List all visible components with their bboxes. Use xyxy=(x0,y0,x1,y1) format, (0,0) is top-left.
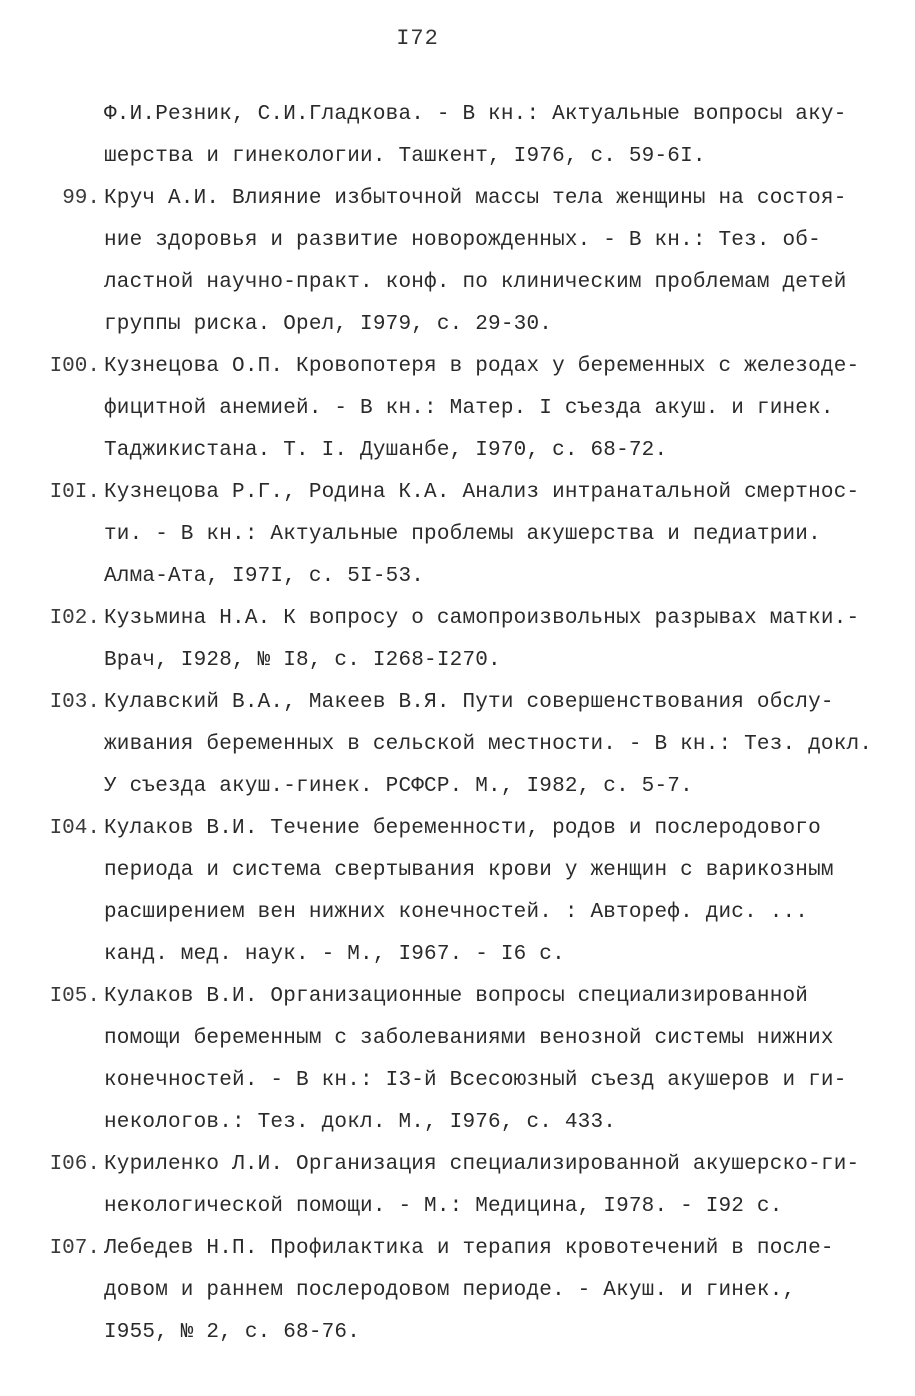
entry-text-line: некологической помощи. - М.: Медицина, I978. - I92 с. xyxy=(104,1195,783,1218)
entry-number: I0I. xyxy=(49,481,100,504)
bibliography-entry xyxy=(0,682,915,808)
entry-text-line: У съезда акуш.-гинек. РСФСР. М., I982, с. 5-7. xyxy=(104,775,693,798)
entry-text-line: Врач, I928, № I8, с. I268-I270. xyxy=(104,649,501,672)
bibliography-entry xyxy=(0,178,915,346)
bibliography-entry xyxy=(0,346,915,472)
entry-text-line: канд. мед. наук. - М., I967. - I6 с. xyxy=(104,943,565,966)
entry-text-line: довом и раннем послеродовом периоде. - Акуш. и гинек., xyxy=(104,1279,796,1302)
entry-number: I06. xyxy=(49,1153,100,1176)
entry-number: I05. xyxy=(49,985,100,1008)
entry-text-line: I955, № 2, с. 68-76. xyxy=(104,1321,361,1344)
bibliography-entry xyxy=(0,1228,915,1354)
entry-text-line: Таджикистана. Т. I. Душанбе, I970, с. 68-72. xyxy=(104,439,668,462)
entry-text-line: группы риска. Орел, I979, с. 29-30. xyxy=(104,313,553,336)
entry-text-line: Кузнецова О.П. Кровопотеря в родах у беременных с железоде- xyxy=(104,355,860,378)
entry-text-line: ние здоровья и развитие новорожденных. - В кн.: Тез. об- xyxy=(104,229,821,252)
bibliography-entry xyxy=(0,1144,915,1228)
entry-text-line: конечностей. - В кн.: I3-й Всесоюзный съезд акушеров и ги- xyxy=(104,1069,847,1092)
entry-text-line: фицитной анемией. - В кн.: Матер. I съезда акуш. и гинек. xyxy=(104,397,834,420)
bibliography-entry xyxy=(0,472,915,598)
entry-number: I02. xyxy=(49,607,100,630)
entry-number: 99. xyxy=(62,187,100,210)
page-number: I72 xyxy=(396,26,439,51)
bibliography-list xyxy=(0,94,915,1354)
entry-text-line: Кулаков В.И. Течение беременности, родов и послеродового xyxy=(104,817,821,840)
entry-text-line: периода и система свертывания крови у женщин с варикозным xyxy=(104,859,834,882)
entry-number: I03. xyxy=(49,691,100,714)
entry-text-line: ти. - В кн.: Актуальные проблемы акушерства и педиатрии. xyxy=(104,523,821,546)
entry-text-line: Алма-Ата, I97I, с. 5I-53. xyxy=(104,565,425,588)
entry-text-line: расширением вен нижних конечностей. : Автореф. дис. ... xyxy=(104,901,809,924)
entry-text-line: Ф.И.Резник, С.И.Гладкова. - В кн.: Актуальные вопросы аку- xyxy=(104,103,847,126)
entry-number: I00. xyxy=(49,355,100,378)
entry-number: I07. xyxy=(49,1237,100,1260)
entry-text-line: Кузьмина Н.А. К вопросу о самопроизвольных разрывах матки.- xyxy=(104,607,860,630)
entry-text-line: шерства и гинекологии. Ташкент, I976, с. 59-6I. xyxy=(104,145,706,168)
entry-text-line: ластной научно-практ. конф. по клиническим проблемам детей xyxy=(104,271,847,294)
entry-text-line: Кулавский В.А., Макеев В.Я. Пути совершенствования обслу- xyxy=(104,691,834,714)
bibliography-entry xyxy=(0,94,915,178)
entry-text-line: Лебедев Н.П. Профилактика и терапия кровотечений в после- xyxy=(104,1237,834,1260)
bibliography-entry xyxy=(0,808,915,976)
entry-text-line: Кузнецова Р.Г., Родина К.А. Анализ интранатальной смертнос- xyxy=(104,481,860,504)
bibliography-entry xyxy=(0,976,915,1144)
entry-text-line: живания беременных в сельской местности. - В кн.: Тез. докл. xyxy=(104,733,873,756)
entry-text-line: Круч А.И. Влияние избыточной массы тела женщины на состоя- xyxy=(104,187,847,210)
entry-number: I04. xyxy=(49,817,100,840)
entry-text-line: Кулаков В.И. Организационные вопросы специализированной xyxy=(104,985,809,1008)
entry-text-line: помощи беременным с заболеваниями венозной системы нижних xyxy=(104,1027,834,1050)
bibliography-entry xyxy=(0,598,915,682)
entry-text-line: некологов.: Тез. докл. М., I976, с. 433. xyxy=(104,1111,617,1134)
entry-text-line: Куриленко Л.И. Организация специализированной акушерско-ги- xyxy=(104,1153,860,1176)
